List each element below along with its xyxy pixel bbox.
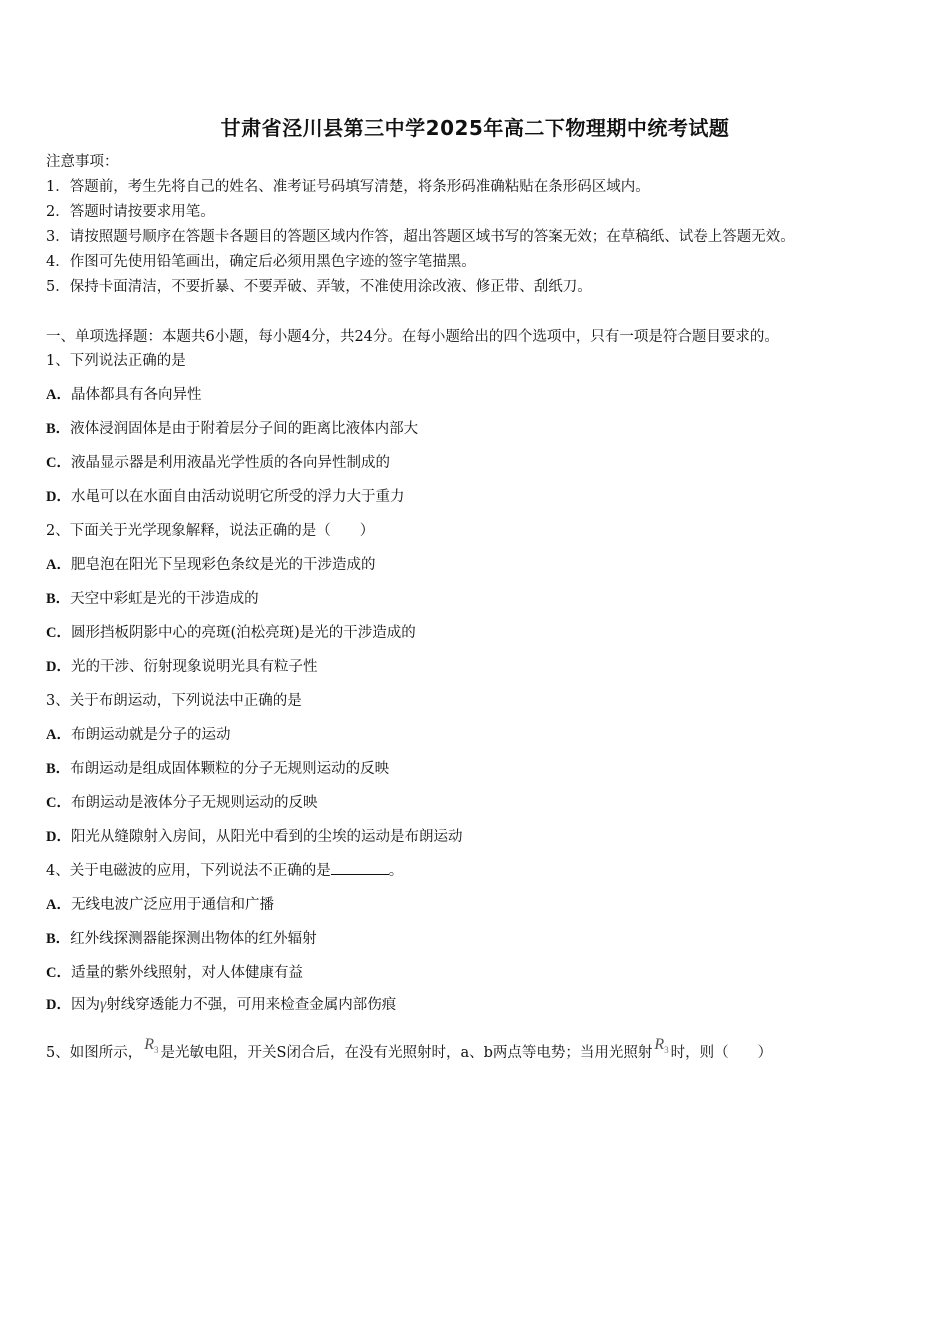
notice-item: 2．答题时请按要求用笔。	[46, 204, 215, 220]
option-letter: A．	[46, 897, 71, 913]
notice-item: 3．请按照题号顺序在答题卡各题目的答题区域内作答，超出答题区域书写的答案无效；在草稿纸、试卷上答题无效。	[46, 229, 795, 245]
resistor-symbol: $R_3$	[144, 1036, 159, 1056]
question-3-option-b	[46, 760, 389, 778]
option-letter: A．	[46, 387, 71, 403]
notice-heading: 注意事项：	[46, 154, 119, 170]
option-text: 布朗运动就是分子的运动	[70, 727, 231, 743]
option-text: 阳光从缝隙射入房间，从阳光中看到的尘埃的运动是布朗运动	[70, 829, 463, 845]
question-2-option-a	[46, 556, 375, 574]
option-letter: B．	[46, 761, 71, 777]
option-letter: D．	[46, 659, 71, 675]
option-text: 圆形挡板阴影中心的亮斑(泊松亮斑)是光的干涉造成的	[70, 625, 416, 641]
option-letter: D．	[46, 829, 71, 845]
option-letter: C．	[46, 625, 71, 641]
option-text: 因为	[70, 997, 100, 1013]
option-letter: D．	[46, 489, 71, 505]
section-heading: 一、单项选择题：本题共6小题，每小题4分，共24分。在每小题给出的四个选项中，只有一项是符合题目要求的。	[46, 329, 779, 345]
option-text: 水黾可以在水面自由活动说明它所受的浮力大于重力	[70, 489, 405, 505]
question-1-option-d	[46, 488, 404, 506]
question-4-option-b	[46, 930, 317, 948]
option-letter: D．	[46, 997, 71, 1013]
question-2-stem: 2、下面关于光学现象解释，说法正确的是（ ）	[46, 523, 375, 539]
question-3-stem: 3、关于布朗运动，下列说法中正确的是	[46, 693, 302, 709]
option-letter: B．	[46, 931, 71, 947]
question-4-stem	[46, 862, 403, 880]
option-letter: A．	[46, 727, 71, 743]
question-3-option-d	[46, 828, 462, 846]
question-2-option-b	[46, 590, 259, 608]
question-3-option-c	[46, 794, 317, 812]
option-letter: B．	[46, 591, 71, 607]
question-1-option-b	[46, 420, 418, 438]
question-2-option-d	[46, 658, 317, 676]
option-text: 布朗运动是液体分子无规则运动的反映	[70, 795, 318, 811]
option-text: 布朗运动是组成固体颗粒的分子无规则运动的反映	[70, 761, 390, 777]
question-1-option-c	[46, 454, 390, 472]
option-text: 光的干涉、衍射现象说明光具有粒子性	[70, 659, 318, 675]
gamma-symbol: γ	[99, 996, 107, 1013]
option-text: 肥皂泡在阳光下呈现彩色条纹是光的干涉造成的	[70, 557, 376, 573]
question-4-option-d	[46, 996, 396, 1014]
answer-blank	[331, 862, 389, 875]
option-text: 适量的紫外线照射，对人体健康有益	[70, 965, 303, 981]
question-3-option-a	[46, 726, 230, 744]
option-text: 红外线探测器能探测出物体的红外辐射	[70, 931, 317, 947]
notice-item: 4．作图可先使用铅笔画出，确定后必须用黑色字迹的签字笔描黑。	[46, 254, 476, 270]
question-2-option-c	[46, 624, 416, 642]
option-text: 无线电波广泛应用于通信和广播	[70, 897, 274, 913]
question-1-stem: 1、下列说法正确的是	[46, 353, 186, 369]
notice-item: 1．答题前，考生先将自己的姓名、准考证号码填写清楚，将条形码准确粘贴在条形码区域内。	[46, 179, 650, 195]
stem-text-end: 。	[388, 863, 404, 879]
option-text: 晶体都具有各向异性	[70, 387, 202, 403]
option-letter: C．	[46, 795, 71, 811]
option-text: 射线穿透能力不强，可用来检查金属内部伤痕	[106, 997, 397, 1013]
question-5-stem	[46, 1036, 773, 1067]
option-letter: A．	[46, 557, 71, 573]
question-4-option-c	[46, 964, 303, 982]
option-text: 液体浸润固体是由于附着层分子间的距离比液体内部大	[70, 421, 419, 437]
option-letter: C．	[46, 455, 71, 471]
option-text: 液晶显示器是利用液晶光学性质的各向异性制成的	[70, 455, 390, 471]
option-letter: C．	[46, 965, 71, 981]
stem-text: 4、关于电磁波的应用，下列说法不正确的是	[46, 863, 331, 879]
page-title: 甘肃省泾川县第三中学2025年高二下物理期中统考试题	[220, 116, 730, 140]
stem-text: 是光敏电阻，开关S闭合后，在没有光照射时，a、b两点等电势；当用光照射	[160, 1045, 653, 1061]
option-letter: B．	[46, 421, 71, 437]
resistor-symbol: $R_3$	[654, 1036, 669, 1056]
question-4-option-a	[46, 896, 274, 914]
stem-text: 5、如图所示，	[46, 1045, 143, 1061]
stem-text-end: 时，则（ ）	[670, 1045, 773, 1061]
option-text: 天空中彩虹是光的干涉造成的	[70, 591, 259, 607]
notice-item: 5．保持卡面清洁，不要折暴、不要弄破、弄皱，不准使用涂改液、修正带、刮纸刀。	[46, 279, 592, 295]
question-1-option-a	[46, 386, 201, 404]
